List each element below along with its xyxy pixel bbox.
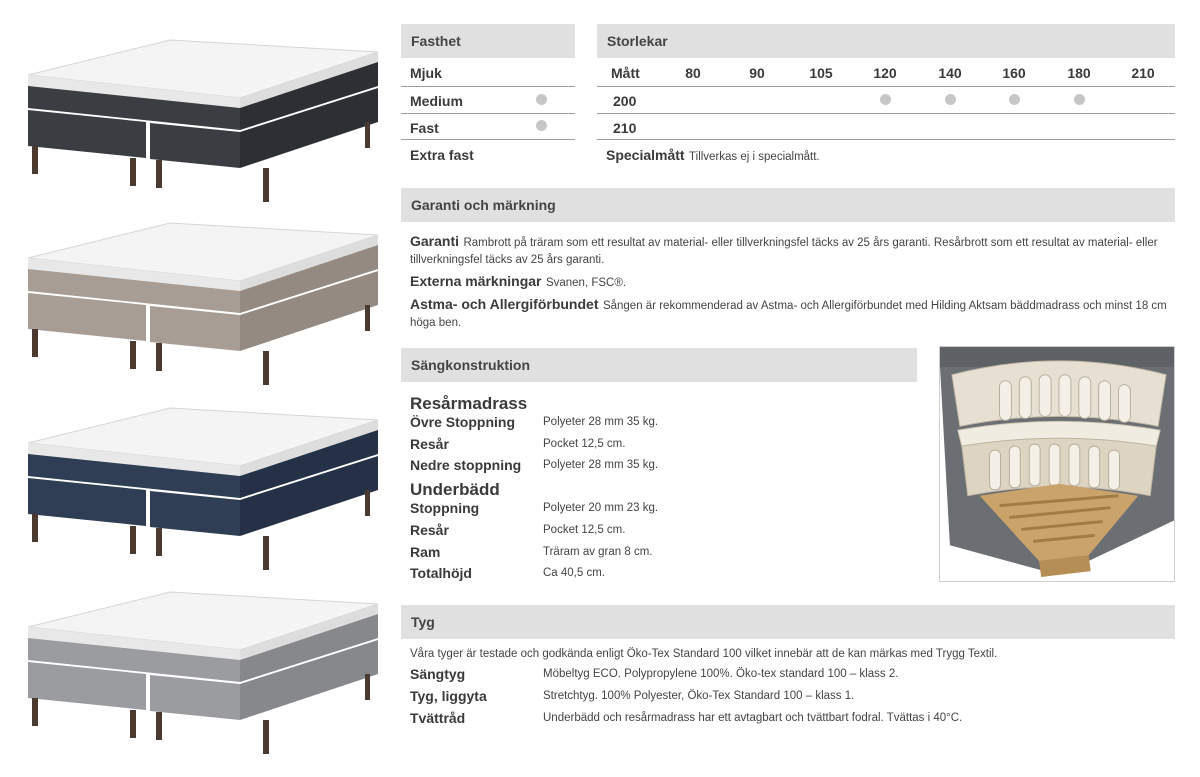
construction-row [410,522,910,544]
bed-image-navy [20,398,385,573]
fabric-value: Underbädd och resårmadrass har ett avtagbart och tvättbart fodral. Tvättas i 40°C. [543,712,963,724]
construction-header: Sängkonstruktion [401,348,917,382]
construction-row [410,565,910,587]
construction-section [410,394,910,587]
fabric-value: Möbeltyg ECO. Polypropylene 100%. Öko-tex standard 100 – klass 2. [543,668,899,680]
width-120: 120 [873,65,897,81]
sizes-length-row [597,114,1175,140]
bed-illustration [20,582,385,757]
construction-label: Nedre stoppning [410,457,522,473]
availability-dot-icon [1074,94,1085,105]
firmness-label: Mjuk [410,65,442,81]
construction-label: Övre Stoppning [410,414,515,430]
fabric-intro: Våra tyger är testade och godkända enligt Öko-Tex Standard 100 vilket innebär att de kan märkas med Trygg Textil. [410,648,998,660]
measure-label: Mått [611,65,640,81]
construction-group-title: Resårmadrass [410,394,528,413]
warranty-text: Rambrott på träram som ett resultat av material- eller tillverkningsfel täcks av 25 års garanti. Resårbrott som ett resultat av material- eller tillverkningsfel täcks av 25 års garanti. [410,237,1158,266]
width-160: 160 [1002,65,1026,81]
width-80: 80 [685,65,701,81]
construction-value: Polyeter 20 mm 23 kg. [543,502,659,514]
warranty-label: Astma- och Allergiförbundet [410,296,599,312]
fabric-header: Tyg [401,605,1175,639]
warranty-item [410,274,1178,291]
warranty-item [410,297,1178,331]
sizes-header: Storlekar [597,24,1175,58]
bed-image-light-grey [20,582,385,757]
construction-label: Resår [410,522,449,538]
construction-value: Ca 40,5 cm. [543,567,605,579]
width-210: 210 [1131,65,1155,81]
construction-value: Träram av gran 8 cm. [543,546,653,558]
warranty-label: Garanti [410,233,460,249]
width-140: 140 [938,65,962,81]
construction-cutaway-image [939,346,1175,582]
construction-row [410,436,910,457]
length-label: 210 [613,120,637,136]
bed-image-beige [20,213,385,388]
construction-value: Polyeter 28 mm 35 kg. [543,416,659,428]
availability-dot-icon [536,94,547,105]
firmness-row [401,114,575,140]
warranty-text: Sången är rekommenderad av Astma- och Allergiförbundet med Hilding Aktsam bäddmadrass och minst 18 cm höga ben. [410,300,1167,329]
sizes-width-row [597,60,1175,87]
construction-label: Stoppning [410,500,480,516]
firmness-header: Fasthet [401,24,575,58]
firmness-label: Medium [410,93,463,109]
special-size [606,147,1166,165]
construction-row [410,457,910,480]
construction-row [410,500,910,522]
length-label: 200 [613,93,637,109]
construction-value: Pocket 12,5 cm. [543,438,626,450]
sizes-length-row [597,87,1175,114]
width-180: 180 [1067,65,1091,81]
width-90: 90 [749,65,765,81]
fabric-label: Tvättråd [410,710,466,726]
width-105: 105 [809,65,833,81]
bed-image-dark-grey [20,30,385,205]
warranty-label: Externa märkningar [410,273,542,289]
construction-group-title: Underbädd [410,480,500,499]
construction-label: Resår [410,436,449,452]
availability-dot-icon [945,94,956,105]
bed-illustration [20,213,385,388]
fabric-label: Sängtyg [410,666,466,682]
bed-illustration [20,30,385,205]
construction-value: Pocket 12,5 cm. [543,524,626,536]
construction-label: Ram [410,544,441,560]
fabric-section [410,666,1170,732]
special-size-label: Specialmått [606,147,685,163]
firmness-row [401,87,575,114]
bed-illustration [20,398,385,573]
warranty-header: Garanti och märkning [401,188,1175,222]
special-size-text: Tillverkas ej i specialmått. [689,151,820,163]
firmness-label: Fast [410,120,439,136]
fabric-row [410,710,1170,732]
fabric-row [410,666,1170,688]
fabric-label: Tyg, liggyta [410,688,487,704]
availability-dot-icon [536,120,547,131]
firmness-label: Extra fast [410,147,474,163]
construction-label: Totalhöjd [410,565,472,581]
warranty-text: Svanen, FSC®. [545,277,627,289]
warranty-section [410,234,1178,331]
construction-value: Polyeter 28 mm 35 kg. [543,459,659,471]
construction-row [410,544,910,565]
construction-row [410,414,910,436]
availability-dot-icon [1009,94,1020,105]
firmness-row [401,60,575,87]
firmness-row [401,140,575,166]
availability-dot-icon [880,94,891,105]
fabric-row [410,688,1170,710]
fabric-value: Stretchtyg. 100% Polyester, Öko-Tex Standard 100 – klass 1. [543,690,855,702]
warranty-item [410,234,1178,268]
